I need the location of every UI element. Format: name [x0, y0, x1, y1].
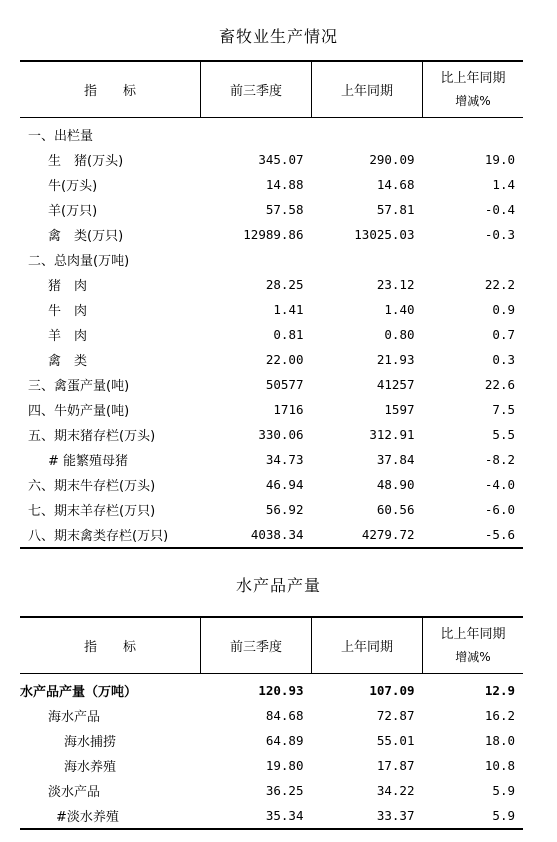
value-current: 0.81: [273, 327, 304, 342]
value-change: 19.0: [484, 152, 515, 167]
value-change: [423, 247, 524, 272]
value-last-year: 290.09: [369, 152, 415, 167]
value-current: 345.07: [258, 152, 304, 167]
table-row: [20, 803, 523, 829]
table-row: [20, 472, 523, 497]
table-row: [20, 222, 523, 247]
value-last-year: 55.01: [376, 733, 415, 748]
header-indicator: 指 标: [20, 617, 201, 674]
table-row: [20, 172, 523, 197]
value-last-year: [312, 118, 423, 148]
value-current: 4038.34: [201, 522, 312, 548]
table-row: [20, 272, 523, 297]
value-change: 5.9: [492, 783, 515, 798]
value-current: 36.25: [265, 783, 304, 798]
table-row: [20, 674, 523, 704]
row-label: 水产品产量（万吨）: [20, 685, 138, 700]
row-label: 三、禽蛋产量(吨): [28, 379, 130, 394]
row-label: 猪 肉: [48, 279, 88, 294]
value-current: 1.41: [273, 302, 304, 317]
header-current: 前三季度: [201, 617, 312, 674]
value-last-year: 60.56: [376, 502, 415, 517]
table-row: [20, 347, 523, 372]
value-last-year: 33.37: [312, 803, 423, 829]
value-current: 64.89: [265, 733, 304, 748]
table-row: [20, 247, 523, 272]
value-change: 0.9: [492, 302, 515, 317]
value-last-year: 14.68: [376, 177, 415, 192]
table-row: [20, 197, 523, 222]
aquatic-header-row: [20, 617, 523, 674]
value-change: 22.2: [484, 277, 515, 292]
value-last-year: 21.93: [376, 352, 415, 367]
value-last-year: 107.09: [369, 683, 415, 698]
table-row: [20, 447, 523, 472]
value-current: 84.68: [265, 708, 304, 723]
header-last-year: 上年同期: [312, 61, 423, 118]
row-label: 牛 肉: [48, 304, 88, 319]
value-last-year: 48.90: [376, 477, 415, 492]
header-change: [423, 61, 524, 118]
aquatic-rows: [20, 674, 523, 830]
value-last-year: 1597: [384, 402, 415, 417]
header-last-year: 上年同期: [312, 617, 423, 674]
row-label: 牛(万头): [48, 179, 98, 194]
value-current: 12989.86: [243, 227, 304, 242]
table-row: [20, 422, 523, 447]
value-current: 22.00: [265, 352, 304, 367]
table-row: [20, 753, 523, 778]
table-row: [20, 522, 523, 548]
value-current: 35.34: [201, 803, 312, 829]
value-current: [201, 118, 312, 148]
row-label: 二、总肉量(万吨): [28, 254, 130, 269]
value-change: 10.8: [484, 758, 515, 773]
aquatic-table: [20, 616, 523, 830]
value-change: 12.9: [484, 683, 515, 698]
row-label: 羊 肉: [48, 329, 88, 344]
value-change: -4.0: [484, 477, 515, 492]
header-change-line2: 增减%: [455, 93, 491, 108]
table-row: [20, 728, 523, 753]
value-change: 1.4: [492, 177, 515, 192]
value-current: 50577: [265, 377, 304, 392]
value-change: 22.6: [484, 377, 515, 392]
row-label: 七、期末羊存栏(万只): [28, 504, 156, 519]
table-row: [20, 147, 523, 172]
header-indicator: 指 标: [20, 61, 201, 118]
row-label: 羊(万只): [48, 204, 98, 219]
value-change: -8.2: [484, 452, 515, 467]
row-label: 海水捕捞: [64, 735, 117, 750]
value-last-year: 13025.03: [354, 227, 415, 242]
value-current: 57.58: [265, 202, 304, 217]
value-change: 0.3: [492, 352, 515, 367]
value-change: 16.2: [484, 708, 515, 723]
table-row: [20, 118, 523, 148]
row-label: #淡水养殖: [20, 803, 201, 829]
row-label: 海水养殖: [64, 760, 117, 775]
value-current: 28.25: [265, 277, 304, 292]
header-current: 前三季度: [201, 61, 312, 118]
value-current: [201, 247, 312, 272]
header-change-line2: 增减%: [455, 649, 491, 664]
value-current: 34.73: [265, 452, 304, 467]
row-label: 一、出栏量: [28, 129, 94, 144]
row-label: 禽 类: [48, 354, 88, 369]
livestock-table: [20, 60, 523, 549]
value-change: [423, 118, 524, 148]
header-change-line1: 比上年同期: [440, 70, 506, 86]
value-last-year: 34.22: [376, 783, 415, 798]
value-current: 330.06: [258, 427, 304, 442]
value-change: 0.7: [492, 327, 515, 342]
row-label: 禽 类(万只): [48, 229, 124, 244]
value-change: -6.0: [484, 502, 515, 517]
table-row: [20, 297, 523, 322]
livestock-rows: [20, 118, 523, 549]
value-change: 5.5: [492, 427, 515, 442]
value-last-year: 1.40: [384, 302, 415, 317]
value-current: 1716: [273, 402, 304, 417]
value-last-year: 37.84: [376, 452, 415, 467]
value-change: 18.0: [484, 733, 515, 748]
value-last-year: 72.87: [376, 708, 415, 723]
header-change-line1: 比上年同期: [440, 626, 506, 642]
header-change: [423, 617, 524, 674]
table-row: [20, 397, 523, 422]
row-label: 六、期末牛存栏(万头): [28, 479, 156, 494]
value-last-year: 4279.72: [312, 522, 423, 548]
value-change: -0.4: [484, 202, 515, 217]
value-last-year: 312.91: [369, 427, 415, 442]
value-current: 120.93: [258, 683, 304, 698]
value-last-year: 23.12: [376, 277, 415, 292]
row-label: 四、牛奶产量(吨): [28, 404, 130, 419]
table-row: [20, 778, 523, 803]
value-current: 56.92: [265, 502, 304, 517]
row-label: 八、期末禽类存栏(万只): [20, 522, 201, 548]
value-current: 14.88: [265, 177, 304, 192]
table-row: [20, 372, 523, 397]
table-row: [20, 703, 523, 728]
value-current: 46.94: [265, 477, 304, 492]
table-row: [20, 322, 523, 347]
value-last-year: 57.81: [376, 202, 415, 217]
row-label: 淡水产品: [48, 785, 101, 800]
livestock-title: 畜牧业生产情况: [218, 27, 338, 46]
row-label: 生 猪(万头): [48, 154, 124, 169]
table-row: [20, 497, 523, 522]
row-label: 五、期末猪存栏(万头): [28, 429, 156, 444]
value-change: -5.6: [423, 522, 524, 548]
value-change: 5.9: [423, 803, 524, 829]
value-last-year: [312, 247, 423, 272]
livestock-header-row: [20, 61, 523, 118]
value-change: -0.3: [484, 227, 515, 242]
aquatic-title: 水产品产量: [235, 576, 321, 595]
value-change: 7.5: [492, 402, 515, 417]
value-last-year: 41257: [376, 377, 415, 392]
value-last-year: 0.80: [384, 327, 415, 342]
row-label: 海水产品: [48, 710, 101, 725]
value-current: 19.80: [265, 758, 304, 773]
row-label: # 能繁殖母猪: [48, 454, 129, 469]
value-last-year: 17.87: [376, 758, 415, 773]
